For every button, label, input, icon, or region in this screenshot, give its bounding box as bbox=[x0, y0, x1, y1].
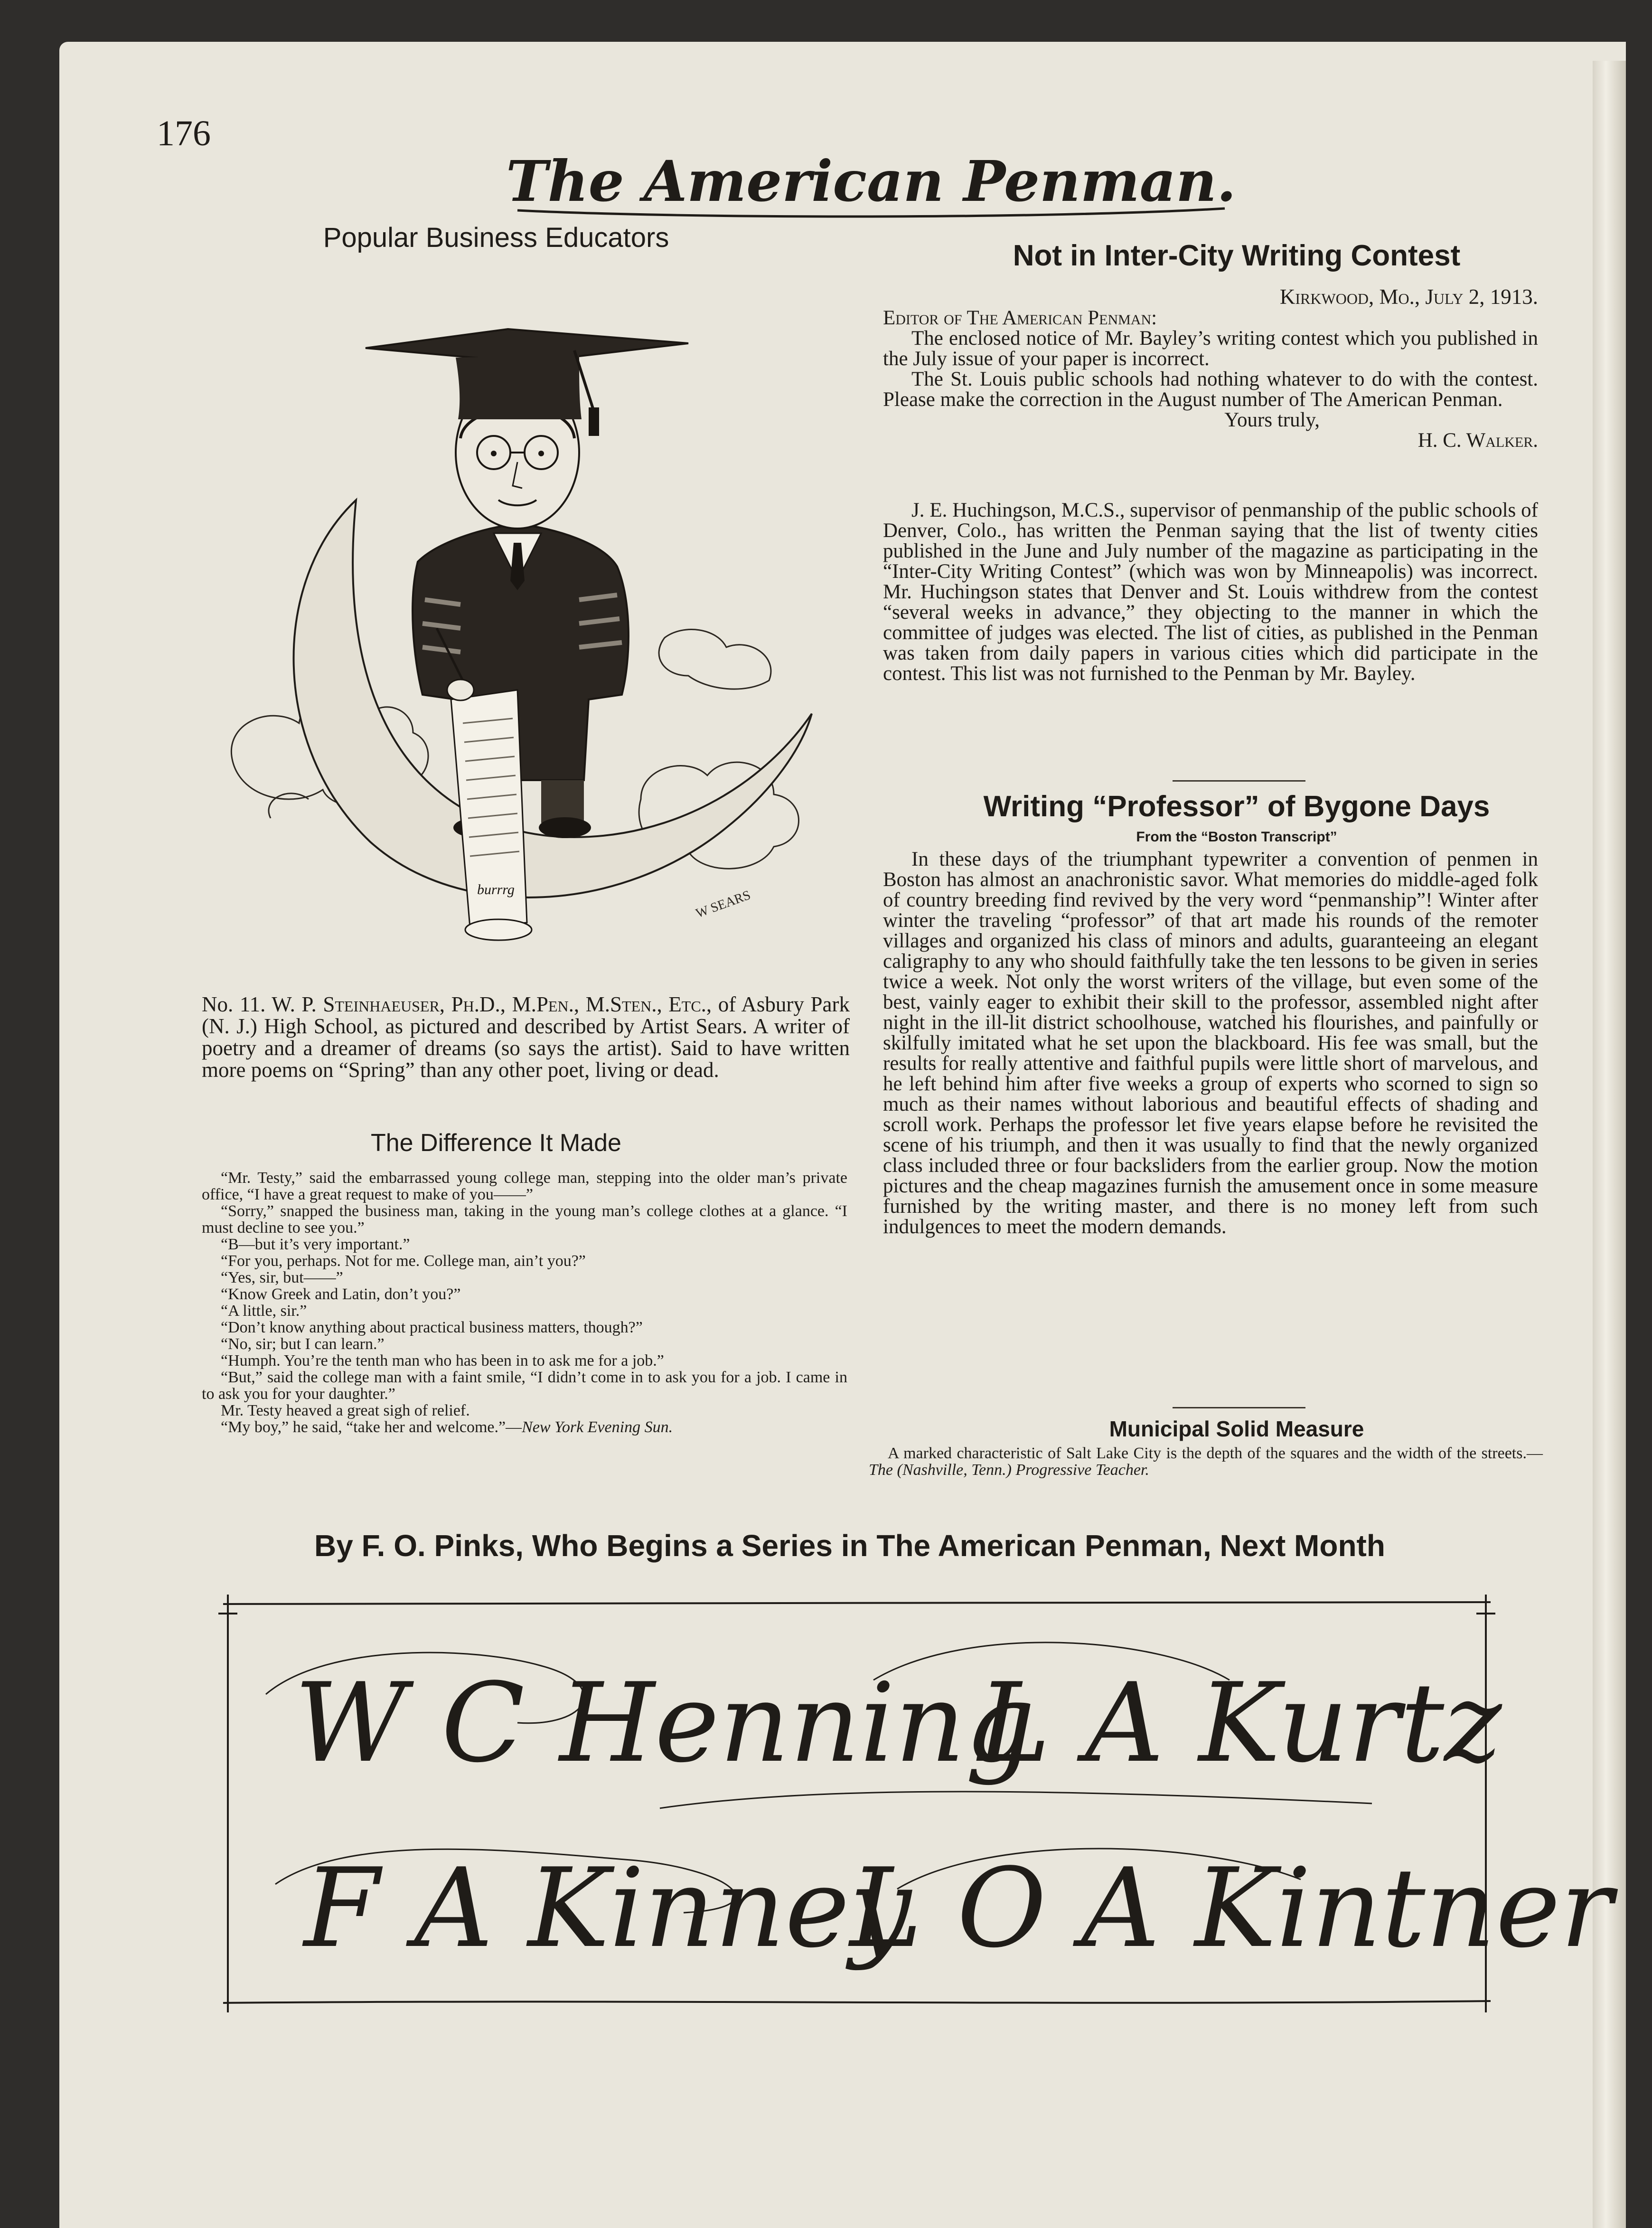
huchingson-article bbox=[883, 500, 1538, 684]
municipal-article bbox=[869, 1445, 1543, 1478]
letter-paragraph: The enclosed notice of Mr. Bayley’s writing contest which you published in the July issue of your paper is incorrect. bbox=[883, 327, 1538, 370]
letter-paragraph: The St. Louis public schools had nothing whatever to do with the contest. Please make the correction in the August number of The American Penman. bbox=[883, 368, 1538, 411]
huchingson-paragraph: J. E. Huchingson, M.C.S., supervisor of penmanship of the public schools of Denver, Colo., has written the Penman saying that the list of twenty cities published in the June and July number of the magazine as participating in the “Inter-City Writing Contest” (which was won by Minneapolis) was incorrect. Mr. Huchingson states that Denver and St. Louis withdrew from the contest “several weeks in advance,” they objecting to the manner in which the committee of judges was elected. The list of cities, as published in the Penman was taken from daily papers in various cities which did participate in the contest. This list was not furnished to the Penman by Mr. Bayley. bbox=[883, 499, 1538, 685]
caption-name: Steinhaeuser, Ph.D., M.Pen., M.Sten., Etc., bbox=[323, 992, 712, 1016]
artist-mark: W SEARS bbox=[694, 887, 753, 921]
dialogue-line: “But,” said the college man with a faint smile, “I didn’t come in to ask you for a job. I came in to ask you for your daughter.” bbox=[202, 1369, 847, 1403]
inter-city-heading: Not in Inter-City Writing Contest bbox=[1013, 239, 1461, 272]
dialogue-line: “A little, sir.” bbox=[221, 1302, 307, 1320]
portrait-caption bbox=[202, 994, 850, 1081]
dialogue-line: “Yes, sir, but——” bbox=[221, 1269, 343, 1287]
dialogue-line: “For you, perhaps. Not for me. College man, ain’t you?” bbox=[221, 1252, 586, 1270]
bygone-source: From the “Boston Transcript” bbox=[1136, 829, 1337, 845]
caricature-illustration bbox=[214, 296, 840, 989]
municipal-paragraph: A marked characteristic of Salt Lake City is the depth of the squares and the width of the streets.—The (Nashville, Tenn.) Progressive Teacher. bbox=[869, 1444, 1543, 1479]
letter-salutation: Editor of The American Penman: bbox=[883, 307, 1157, 329]
caption-rest: of Asbury Park (N. J.) High School, as pictured and described by Artist Sears. A writer of poetry and a dreamer of dreams (so says the artist). Said to have written more poems on “Spring” than any other poet, living or dead. bbox=[202, 992, 850, 1082]
signature-kurtz: L A Kurtz bbox=[978, 1660, 1502, 1787]
letter-signature: H. C. Walker. bbox=[1417, 429, 1538, 452]
page-number: 176 bbox=[157, 113, 211, 153]
magazine-page bbox=[59, 42, 1626, 2228]
masthead bbox=[503, 139, 1239, 225]
dialogue-line: “Sorry,” snapped the business man, taking in the young man’s college clothes at a glance. “I must decline to see you.” bbox=[202, 1202, 847, 1237]
pinks-heading: By F. O. Pinks, Who Begins a Series in The American Penman, Next Month bbox=[314, 1529, 1385, 1563]
dialogue-line: “No, sir; but I can learn.” bbox=[221, 1335, 385, 1353]
difference-heading: The Difference It Made bbox=[371, 1129, 621, 1157]
difference-article bbox=[202, 1170, 847, 1435]
masthead-text: The American Penman. bbox=[506, 148, 1237, 214]
bygone-article bbox=[883, 849, 1538, 1237]
dialogue-line: “Know Greek and Latin, don’t you?” bbox=[221, 1285, 461, 1303]
scroll-signature: burrrg bbox=[477, 882, 515, 897]
dialogue-line: Mr. Testy heaved a great sigh of relief. bbox=[221, 1402, 470, 1420]
penmanship-specimen bbox=[209, 1585, 1613, 2022]
bygone-heading: Writing “Professor” of Bygone Days bbox=[983, 790, 1490, 823]
dialogue-line: “Don’t know anything about practical business matters, though?” bbox=[221, 1319, 643, 1337]
dialogue-line: “Humph. You’re the tenth man who has been in to ask me for a job.” bbox=[221, 1352, 664, 1370]
dialogue-line: “Mr. Testy,” said the embarrassed young college man, stepping into the older man’s private office, “I have a great request to make of you——” bbox=[202, 1169, 847, 1204]
signature-kinney: F A Kinney bbox=[304, 1845, 911, 1972]
dialogue-line: “B—but it’s very important.” bbox=[221, 1236, 410, 1254]
signature-kintner: L O A Kintner bbox=[850, 1845, 1613, 1972]
signature-henning: W C Henning bbox=[294, 1660, 1035, 1787]
section-divider bbox=[1173, 1407, 1305, 1408]
letter-closing: Yours truly, bbox=[1224, 409, 1320, 431]
dialogue-last-line: “My boy,” he said, “take her and welcome.”—New York Evening Sun. bbox=[221, 1418, 673, 1436]
municipal-heading: Municipal Solid Measure bbox=[1109, 1416, 1364, 1441]
popular-educators-heading: Popular Business Educators bbox=[323, 222, 669, 253]
bygone-paragraph: In these days of the triumphant typewriter a convention of penmen in Boston has almost an anachronistic savor. What memories do middle-aged folk of country breeding find revived by the very word “penmanship”! Winter after winter the traveling “professor” of that art made his rounds of the remoter villages and organized his class of minors and adults, guaranteeing an elegant caligraphy to any who should faithfully take the ten lessons to be given in series twice a week. Not only the worst writers of the village, but even some of the best, vainly eager to exhibit their skill to the professor, assembled night after night in the ill-lit district schoolhouse, watched his flourishes, and painfully or skilfully imitated what he set upon the blackboard. His fee was small, but the results for really attentive and faithful pupils were little short of marvelous, and he left behind him after five weeks a group of experts who scorned to sign so much as their names without laborious and beautiful effects of shading and scroll work. Perhaps the professor let five years elapse before he revisited the scene of his triumph, and then it was usually to find that the newly organized class included three or four backsliders from the earlier group. Now the motion pictures and the cheap magazines furnish the amusement once in some measure furnished by the writing master, and there is no money left from such indulgences to meet the modern demands. bbox=[883, 848, 1538, 1238]
dialogue-citation: New York Evening Sun. bbox=[522, 1418, 673, 1436]
section-divider bbox=[1173, 780, 1305, 782]
caption-lead: No. 11. W. P. bbox=[202, 992, 323, 1016]
municipal-citation: The (Nashville, Tenn.) Progressive Teacher. bbox=[869, 1461, 1149, 1479]
letter-dateline: Kirkwood, Mo., July 2, 1913. bbox=[1279, 285, 1538, 309]
walker-letter bbox=[883, 286, 1538, 451]
